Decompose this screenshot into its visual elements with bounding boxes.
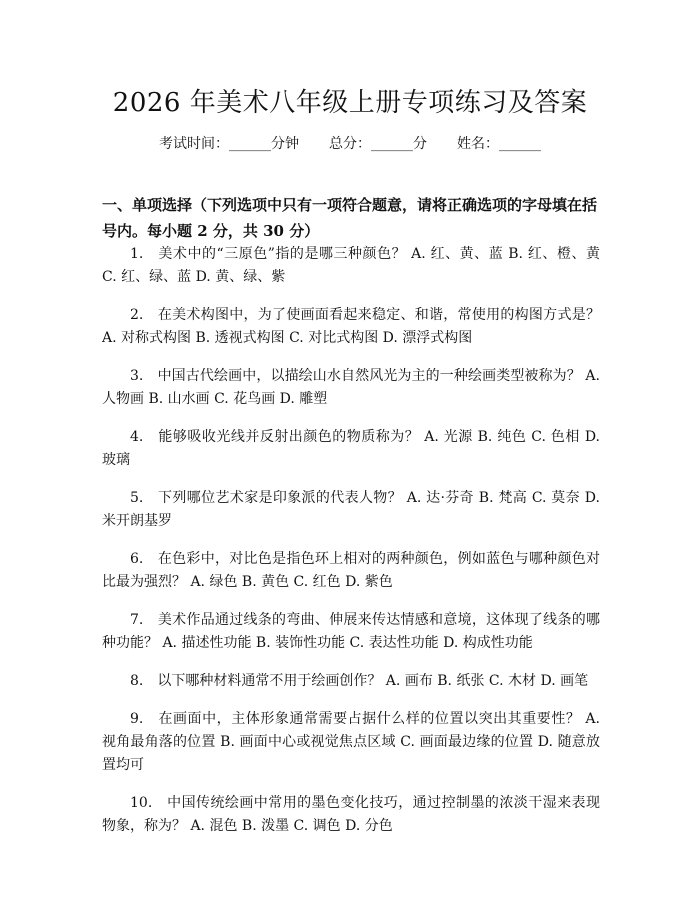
question-item: 8. 以下哪种材料通常不用于绘画创作？ A. 画布 B. 纸张 C. 木材 D. 画笔	[130, 673, 589, 689]
question-item: 1. 美术中的“三原色”指的是哪三种颜色？ A. 红、黄、蓝 B. 红、橙、黄 C. 红、绿、蓝 D. 黄、绿、紫	[102, 246, 600, 285]
question-item: 3. 中国古代绘画中，以描绘山水自然风光为主的一种绘画类型被称为？ A. 人物画 B. 山水画 C. 花鸟画 D. 雕塑	[102, 368, 600, 407]
student-name-field: 姓名：______	[457, 136, 541, 152]
section-heading: 一、单项选择（下列选项中只有一项符合题意，请将正确选项的字母填在括号内。每小题 2 分，共 30 分）	[102, 196, 598, 240]
exam-time-field: 考试时间：______分钟	[159, 136, 299, 152]
total-score-field: 总分：______分	[329, 136, 427, 152]
question-item: 4. 能够吸收光线并反射出颜色的物质称为？ A. 光源 B. 纯色 C. 色相 D. 玻璃	[102, 429, 600, 468]
document-title: 2026 年美术八年级上册专项练习及答案	[112, 88, 588, 118]
question-item: 6. 在色彩中，对比色是指色环上相对的两种颜色，例如蓝色与哪种颜色对比最为强烈？ A. 绿色 B. 黄色 C. 红色 D. 紫色	[102, 551, 600, 590]
question-item: 9. 在画面中，主体形象通常需要占据什么样的位置以突出其重要性？ A. 视角最角落的位置 B. 画面中心或视觉焦点区域 C. 画面最边缘的位置 D. 随意放置均可	[102, 711, 600, 773]
question-item: 2. 在美术构图中，为了使画面看起来稳定、和谐，常使用的构图方式是？ A. 对称式构图 B. 透视式构图 C. 对比式构图 D. 漂浮式构图	[102, 307, 600, 346]
question-item: 7. 美术作品通过线条的弯曲、伸展来传达情感和意境，这体现了线条的哪种功能？ A. 描述性功能 B. 装饰性功能 C. 表达性功能 D. 构成性功能	[102, 612, 600, 651]
exam-info-line	[0, 133, 700, 153]
question-item: 5. 下列哪位艺术家是印象派的代表人物？ A. 达·芬奇 B. 梵高 C. 莫奈 D. 米开朗基罗	[102, 490, 600, 529]
question-list	[102, 243, 600, 853]
question-item: 10. 中国传统绘画中常用的墨色变化技巧，通过控制墨的浓淡干湿来表现物象，称为？ A. 混色 B. 泼墨 C. 调色 D. 分色	[102, 795, 600, 834]
